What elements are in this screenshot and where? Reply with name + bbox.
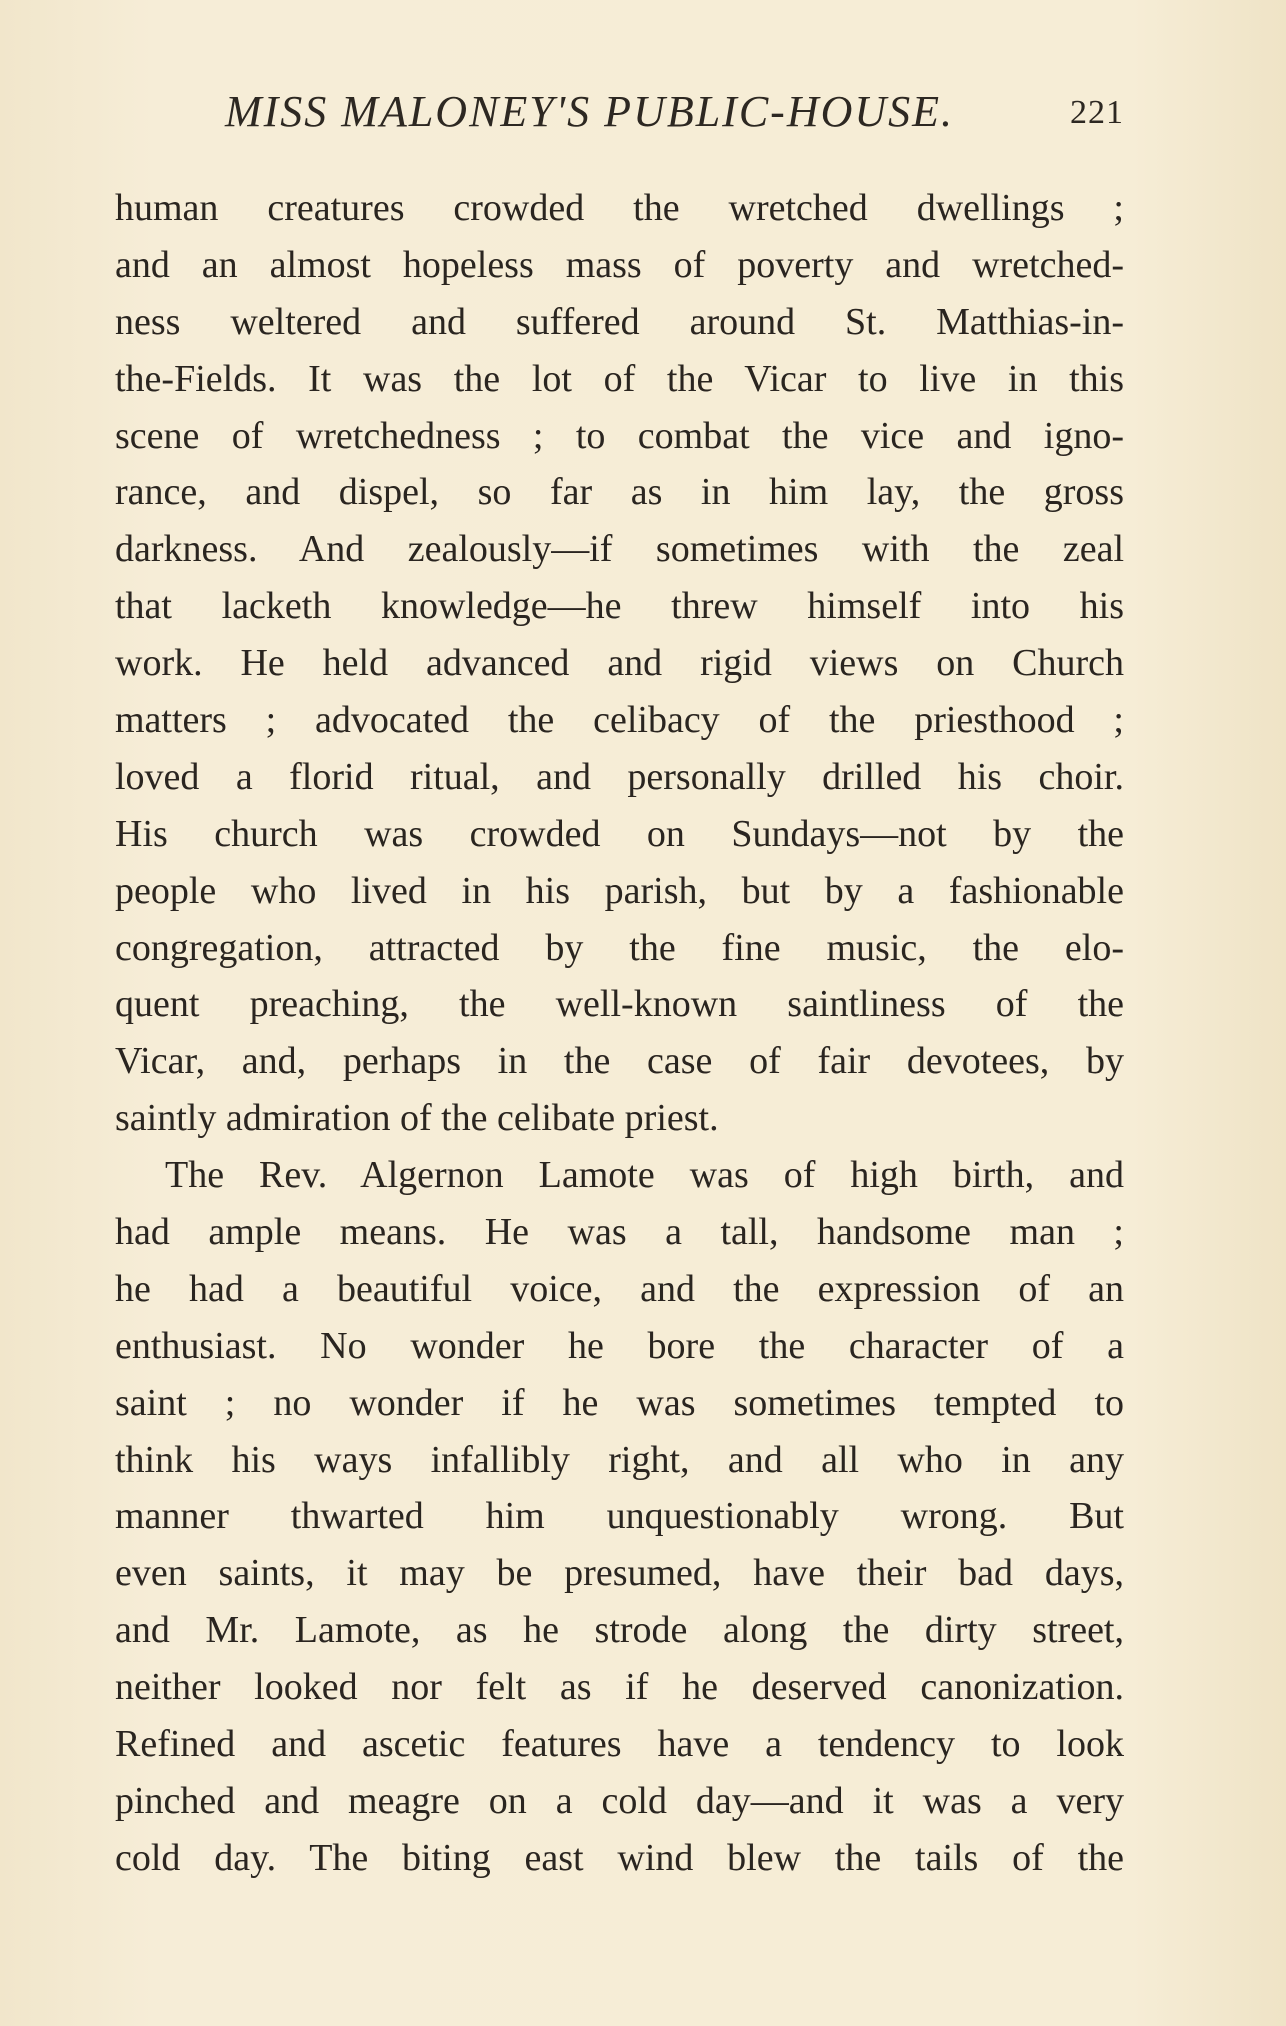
text-line: had ample means. He was a tall, handsome man ; xyxy=(115,1211,1124,1254)
text-line: people who lived in his parish, but by a fashionable xyxy=(115,869,1124,912)
text-line: work. He held advanced and rigid views on Church xyxy=(115,642,1124,685)
text-line: loved a florid ritual, and personally drilled his choir. xyxy=(115,755,1124,798)
text-line: and Mr. Lamote, as he strode along the dirty street, xyxy=(115,1609,1124,1652)
text-line: Vicar, and, perhaps in the case of fair devotees, by xyxy=(115,1040,1124,1083)
text-line: quent preaching, the well-known saintliness of the xyxy=(115,983,1124,1026)
text-line: pinched and meagre on a cold day—and it was a very xyxy=(115,1779,1124,1822)
text-line: scene of wretchedness ; to combat the vice and igno- xyxy=(115,414,1124,457)
text-line: the-Fields. It was the lot of the Vicar to live in this xyxy=(115,357,1124,400)
text-line: human creatures crowded the wretched dwellings ; xyxy=(115,187,1124,229)
text-line: Refined and ascetic features have a tendency to look xyxy=(115,1723,1124,1766)
page-number: 221 xyxy=(1070,94,1124,131)
text-line: think his ways infallibly right, and all who in any xyxy=(115,1438,1124,1481)
text-line: neither looked nor felt as if he deserved canonization. xyxy=(115,1666,1124,1709)
text-line: enthusiast. No wonder he bore the character of a xyxy=(115,1324,1124,1367)
text-line: The Rev. Algernon Lamote was of high birth, and xyxy=(165,1154,1124,1197)
text-line: ness weltered and suffered around St. Matthias-in- xyxy=(115,300,1124,343)
text-line: manner thwarted him unquestionably wrong. But xyxy=(115,1495,1124,1538)
text-line: and an almost hopeless mass of poverty and wretched- xyxy=(115,243,1124,286)
text-line: saint ; no wonder if he was sometimes tempted to xyxy=(115,1381,1124,1424)
text-line: matters ; advocated the celibacy of the priesthood ; xyxy=(115,699,1124,742)
text-line: congregation, attracted by the fine music, the elo- xyxy=(115,926,1124,969)
text-line: darkness. And zealously—if sometimes with the zeal xyxy=(115,528,1124,571)
text-line: rance, and dispel, so far as in him lay, the gross xyxy=(115,471,1124,514)
text-line: cold day. The biting east wind blew the tails of the xyxy=(115,1836,1124,1879)
text-line: His church was crowded on Sundays—not by the xyxy=(115,812,1124,855)
text-line: he had a beautiful voice, and the expression of an xyxy=(115,1267,1124,1310)
body-text xyxy=(115,180,1124,1887)
text-line: that lacketh knowledge—he threw himself into his xyxy=(115,585,1124,628)
running-title: MISS MALONEY'S PUBLIC-HOUSE. xyxy=(225,87,955,136)
running-head xyxy=(115,86,1124,146)
text-line: saintly admiration of the celibate priest. xyxy=(115,1097,719,1140)
text-line: even saints, it may be presumed, have their bad days, xyxy=(115,1552,1124,1595)
